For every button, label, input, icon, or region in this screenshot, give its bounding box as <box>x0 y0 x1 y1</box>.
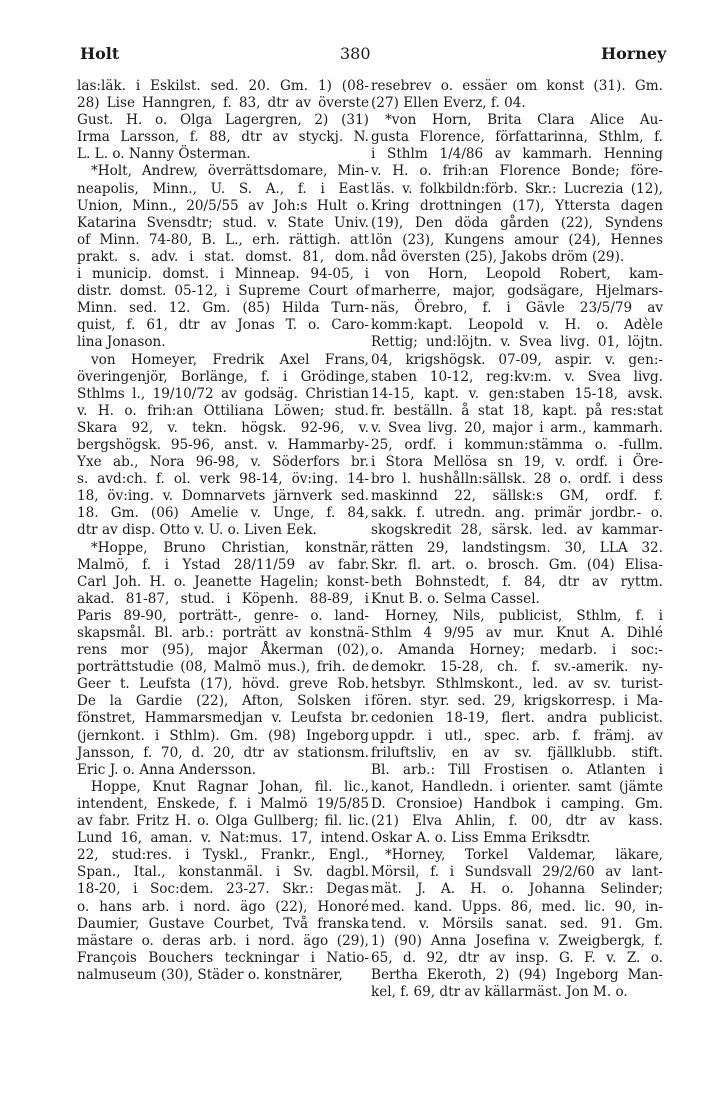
entry-line: 25, ordf. i kommun:stämma o. -fullm. <box>371 436 663 453</box>
running-head-left: Holt <box>80 44 120 63</box>
entry-line: kel, f. 69, dtr av källarmäst. Jon M. o. <box>371 983 628 1000</box>
entry-line: överingenjör, Borlänge, f. i Grödinge, <box>77 368 369 385</box>
entry-line: hetsbyr. Sthlmskont., led. av sv. turist- <box>371 676 663 693</box>
entry-line: fönstret, Hammarsmedjan v. Leufsta br. <box>77 710 369 727</box>
entry-line: 04, krigshögsk. 07-09, aspir. v. gen:- <box>371 351 663 368</box>
entry-line: resebrev o. essäer om konst (31). Gm. <box>371 78 663 94</box>
entry-line: v. Svea livg. 20, major i arm., kammarh. <box>371 419 663 436</box>
entry-line: s. avd:ch. f. ol. verk 98-14, öv:ing. 14- <box>77 471 369 488</box>
entry-line: bergshögsk. 95-96, anst. v. Hammarby- <box>77 436 369 453</box>
entry-line: 18-20, i Soc:dem. 23-27. Skr.: Degas <box>77 881 369 898</box>
entry-line: *Horney, Torkel Valdemar, läkare, <box>385 847 663 864</box>
entry-line: *Hoppe, Bruno Christian, konstnär, <box>91 539 369 556</box>
entry-line: skapsmål. Bl. arb.: porträtt av konstnä- <box>77 625 369 641</box>
entry-line: quist, f. 61, dtr av Jonas T. o. Caro- <box>77 317 369 334</box>
entry-line: (jernkont. i Sthlm). Gm. (98) Ingeborg <box>77 727 369 744</box>
entry-line: of Minn. 74-80, B. L., erh. rättigh. att <box>77 231 369 248</box>
entry-line: 28) Lise Hanngren, f. 83, dtr av överste <box>77 95 369 112</box>
entry-line: v. H. o. frih:an Ottiliana Löwen; stud. <box>77 402 369 419</box>
entry-line: Geer t. Leufsta (17), hövd. greve Rob. <box>77 676 369 693</box>
entry-line: i municip. domst. i Minneap. 94-05, i <box>77 266 369 283</box>
entry-line: porträttstudie (08, Malmö mus.), frih. de <box>77 659 369 676</box>
entry-line: cedonien 18-19, flert. andra publicist. <box>371 710 663 727</box>
entry-line: Yxe ab., Nora 96-98, v. Söderfors br. <box>77 454 369 471</box>
entry-line: (27) Ellen Everz, f. 04. <box>371 95 526 112</box>
entry-line: mästare o. deras arb. i nord. ägo (29), <box>77 932 369 949</box>
entry-line: staben 10-12, reg:kv:m. v. Svea livg. <box>371 368 663 385</box>
entry-horney-torkel <box>371 847 663 1001</box>
entry-line: prakt. s. adv. i stat. domst. 81, dom. <box>77 248 369 265</box>
entry-line: De la Gardie (22), Afton, Solsken i <box>77 693 369 710</box>
entry-line: nåd översten (25), Jakobs dröm (29). <box>371 248 625 265</box>
entry-line: Sthlms l., 19/10/72 av godsäg. Christian <box>77 385 369 402</box>
entry-line: (19), Den döda gården (22), Syndens <box>371 214 663 231</box>
entry-line: 18. Gm. (06) Amelie v. Unge, f. 84, <box>77 505 369 522</box>
entry-line: med. kand. Upps. 86, med. lic. 90, in- <box>371 898 663 915</box>
entry-holt-andrew <box>77 163 369 351</box>
entry-von-homeyer <box>77 352 369 540</box>
entry-line: Skara 92, v. tekn. högsk. 92-96, v. <box>77 419 369 436</box>
entry-line: gusta Florence, författarinna, Sthlm, f. <box>371 129 663 146</box>
entry-line: 14-15, kapt. v. gen:staben 15-18, avsk. <box>371 385 663 402</box>
entry-line: kanot, Handledn. i orienter. samt (jämte <box>371 778 663 795</box>
entry-line: L. L. o. Nanny Österman. <box>77 146 251 163</box>
entry-line: 65, d. 92, dtr av insp. G. F. v. Z. o. <box>371 949 663 966</box>
entry-line: marherre, major, godsägare, Hjelmars- <box>371 283 663 300</box>
entry-line: Carl Joh. H. o. Jeanette Hagelin; konst- <box>77 573 369 590</box>
entry-line: Jansson, f. 70, d. 20, dtr av stationsm. <box>77 744 369 761</box>
entry-horney-nils <box>371 608 663 847</box>
entry-line: Hoppe, Knut Ragnar Johan, fil. lic., <box>91 778 369 795</box>
entry-cont-ragnar <box>371 78 663 112</box>
entry-line: fören. styr. sed. 29, krigskorresp. i Ma- <box>371 693 663 710</box>
entry-line: von Horn, Leopold Robert, kam- <box>385 266 663 283</box>
entry-line: (21) Elva Ahlin, f. 00, dtr av kass. <box>371 813 663 830</box>
entry-line: Sthlm 4 9/95 av mur. Knut A. Dihlé <box>371 625 663 641</box>
entry-line: Union, Minn., 20/5/55 av Joh:s Hult o. <box>77 197 369 214</box>
entry-line: Paris 89-90, porträtt-, genre- o. land- <box>77 607 369 624</box>
entry-line: skogskredit 28, särsk. led. av kammar- <box>371 522 663 539</box>
entry-line: dtr av disp. Otto v. U. o. Liven Eek. <box>77 522 317 539</box>
entry-line: las:läk. i Eskilst. sed. 20. Gm. 1) (08- <box>77 78 369 94</box>
entry-line: Gust. H. o. Olga Lagergren, 2) (31) <box>77 112 369 129</box>
entry-line: lina Jonason. <box>77 334 166 351</box>
entry-line: Rettig; und:löjtn. v. Svea livg. 01, löjtn. <box>371 334 663 351</box>
entry-line: v. H. o. frih:an Florence Bonde; före- <box>371 163 663 180</box>
entry-line: o. hans arb. i nord. ägo (22), Honoré <box>77 898 369 915</box>
entry-line: Span., Ital., konstanmäl. i Sv. dagbl. <box>77 864 369 881</box>
entry-line: sakk. f. utredn. ang. primär jordbr.- o. <box>371 505 663 522</box>
entry-hoppe-ragnar <box>77 779 369 984</box>
entry-line: Minn. sed. 12. Gm. (85) Hilda Turn- <box>77 300 369 317</box>
entry-line: Mörsil, f. i Sundsvall 29/2/60 av lant- <box>371 864 663 881</box>
entry-line: komm:kapt. Leopold v. H. o. Adèle <box>371 317 663 334</box>
entry-line: uppdr. i utl., spec. arb. f. främj. av <box>371 727 663 744</box>
entry-line: D. Cronsioe) Handbok i camping. Gm. <box>371 795 663 812</box>
entry-line: *von Horn, Brita Clara Alice Au- <box>385 112 663 129</box>
entry-line: läs. v. folkbildn:förb. Skr.: Lucrezia (12), <box>371 180 663 197</box>
entry-line: friluftsliv, en av sv. fjällklubb. stift. <box>371 744 663 761</box>
left-column <box>77 78 369 984</box>
entry-von-horn-robert <box>371 266 663 608</box>
entry-line: Lund 16, aman. v. Nat:mus. 17, intend. <box>77 830 369 847</box>
entry-line: akad. 81-87, stud. i Köpenh. 88-89, i <box>77 590 369 607</box>
entry-line: neapolis, Minn., U. S. A., f. i East <box>77 180 369 197</box>
entry-line: Kring drottningen (17), Yttersta dagen <box>371 197 663 214</box>
entry-von-horn-brita <box>371 112 663 266</box>
page-number: 380 <box>340 44 371 63</box>
entry-line: i Sthlm 1/4/86 av kammarh. Henning <box>371 146 663 163</box>
entry-line: beth Bohnstedt, f. 84, dtr av ryttm. <box>371 573 663 590</box>
entry-line: tend. v. Mörsils sanat. sed. 91. Gm. <box>371 915 663 932</box>
entry-line: Eric J. o. Anna Andersson. <box>77 761 257 778</box>
entry-line: Daumier, Gustave Courbet, Två franska <box>77 915 369 932</box>
entry-line: rens mor (95), major Åkerman (02), <box>77 642 369 659</box>
entry-line: *Holt, Andrew, överrättsdomare, Min- <box>91 163 369 180</box>
entry-line: näs, Örebro, f. i Gävle 23/5/79 av <box>371 300 663 317</box>
entry-line: lön (23), Kungens amour (24), Hennes <box>371 231 663 248</box>
entry-line: Bl. arb.: Till Frostisen o. Atlanten i <box>371 761 663 778</box>
entry-line: 22, stud:res. i Tyskl., Frankr., Engl., <box>77 847 369 864</box>
entry-line: bro l. hushålln:sällsk. 28 o. ordf. i dess <box>371 471 663 488</box>
entry-line: o. Amanda Horney; medarb. i soc:- <box>371 642 663 659</box>
entry-line: Knut B. o. Selma Cassel. <box>371 590 540 607</box>
entry-line: Katarina Svensdtr; stud. v. State Univ. <box>77 214 369 231</box>
entry-line: Malmö, f. i Ystad 28/11/59 av fabr. <box>77 556 369 573</box>
entry-line: intendent, Enskede, f. i Malmö 19/5/85 <box>77 795 369 812</box>
entry-line: demokr. 15-28, ch. f. sv.-amerik. ny- <box>371 659 663 676</box>
running-head-right: Horney <box>601 44 667 63</box>
entry-line: distr. domst. 05-12, i Supreme Court of <box>77 283 369 300</box>
entry-line: Skr. fl. art. o. brosch. Gm. (04) Elisa- <box>371 556 663 573</box>
entry-line: Bertha Ekeroth, 2) (94) Ingeborg Man- <box>371 966 663 983</box>
entry-line: Irma Larsson, f. 88, dtr av styckj. N. <box>77 129 369 146</box>
entry-line: av fabr. Fritz H. o. Olga Gullberg; fil. lic. <box>77 813 369 830</box>
entry-line: maskinnd 22, sällsk:s GM, ordf. f. <box>371 488 663 505</box>
entry-line: nalmuseum (30), Städer o. konstnärer, <box>77 966 343 983</box>
right-column <box>371 78 663 1001</box>
entry-line: mät. J. A. H. o. Johanna Selinder; <box>371 881 663 898</box>
entry-line: 18, öv:ing. v. Domnarvets järnverk sed. <box>77 488 369 505</box>
entry-line: i Stora Mellösa sn 19, v. ordf. i Öre- <box>371 454 663 471</box>
entry-cont-holt <box>77 78 369 163</box>
entry-line: Horney, Nils, publicist, Sthlm, f. i <box>385 607 663 624</box>
entry-line: François Bouchers teckningar i Natio- <box>77 949 369 966</box>
entry-line: von Homeyer, Fredrik Axel Frans, <box>91 351 369 368</box>
entry-line: rätten 29, landstingsm. 30, LLA 32. <box>371 539 663 556</box>
entry-line: 1) (90) Anna Josefina v. Zweigbergk, f. <box>371 932 663 949</box>
entry-line: Oskar A. o. Liss Emma Eriksdtr. <box>371 830 591 847</box>
entry-hoppe-bruno <box>77 540 369 779</box>
entry-line: fr. beställn. å stat 18, kapt. på res:stat <box>371 402 663 419</box>
